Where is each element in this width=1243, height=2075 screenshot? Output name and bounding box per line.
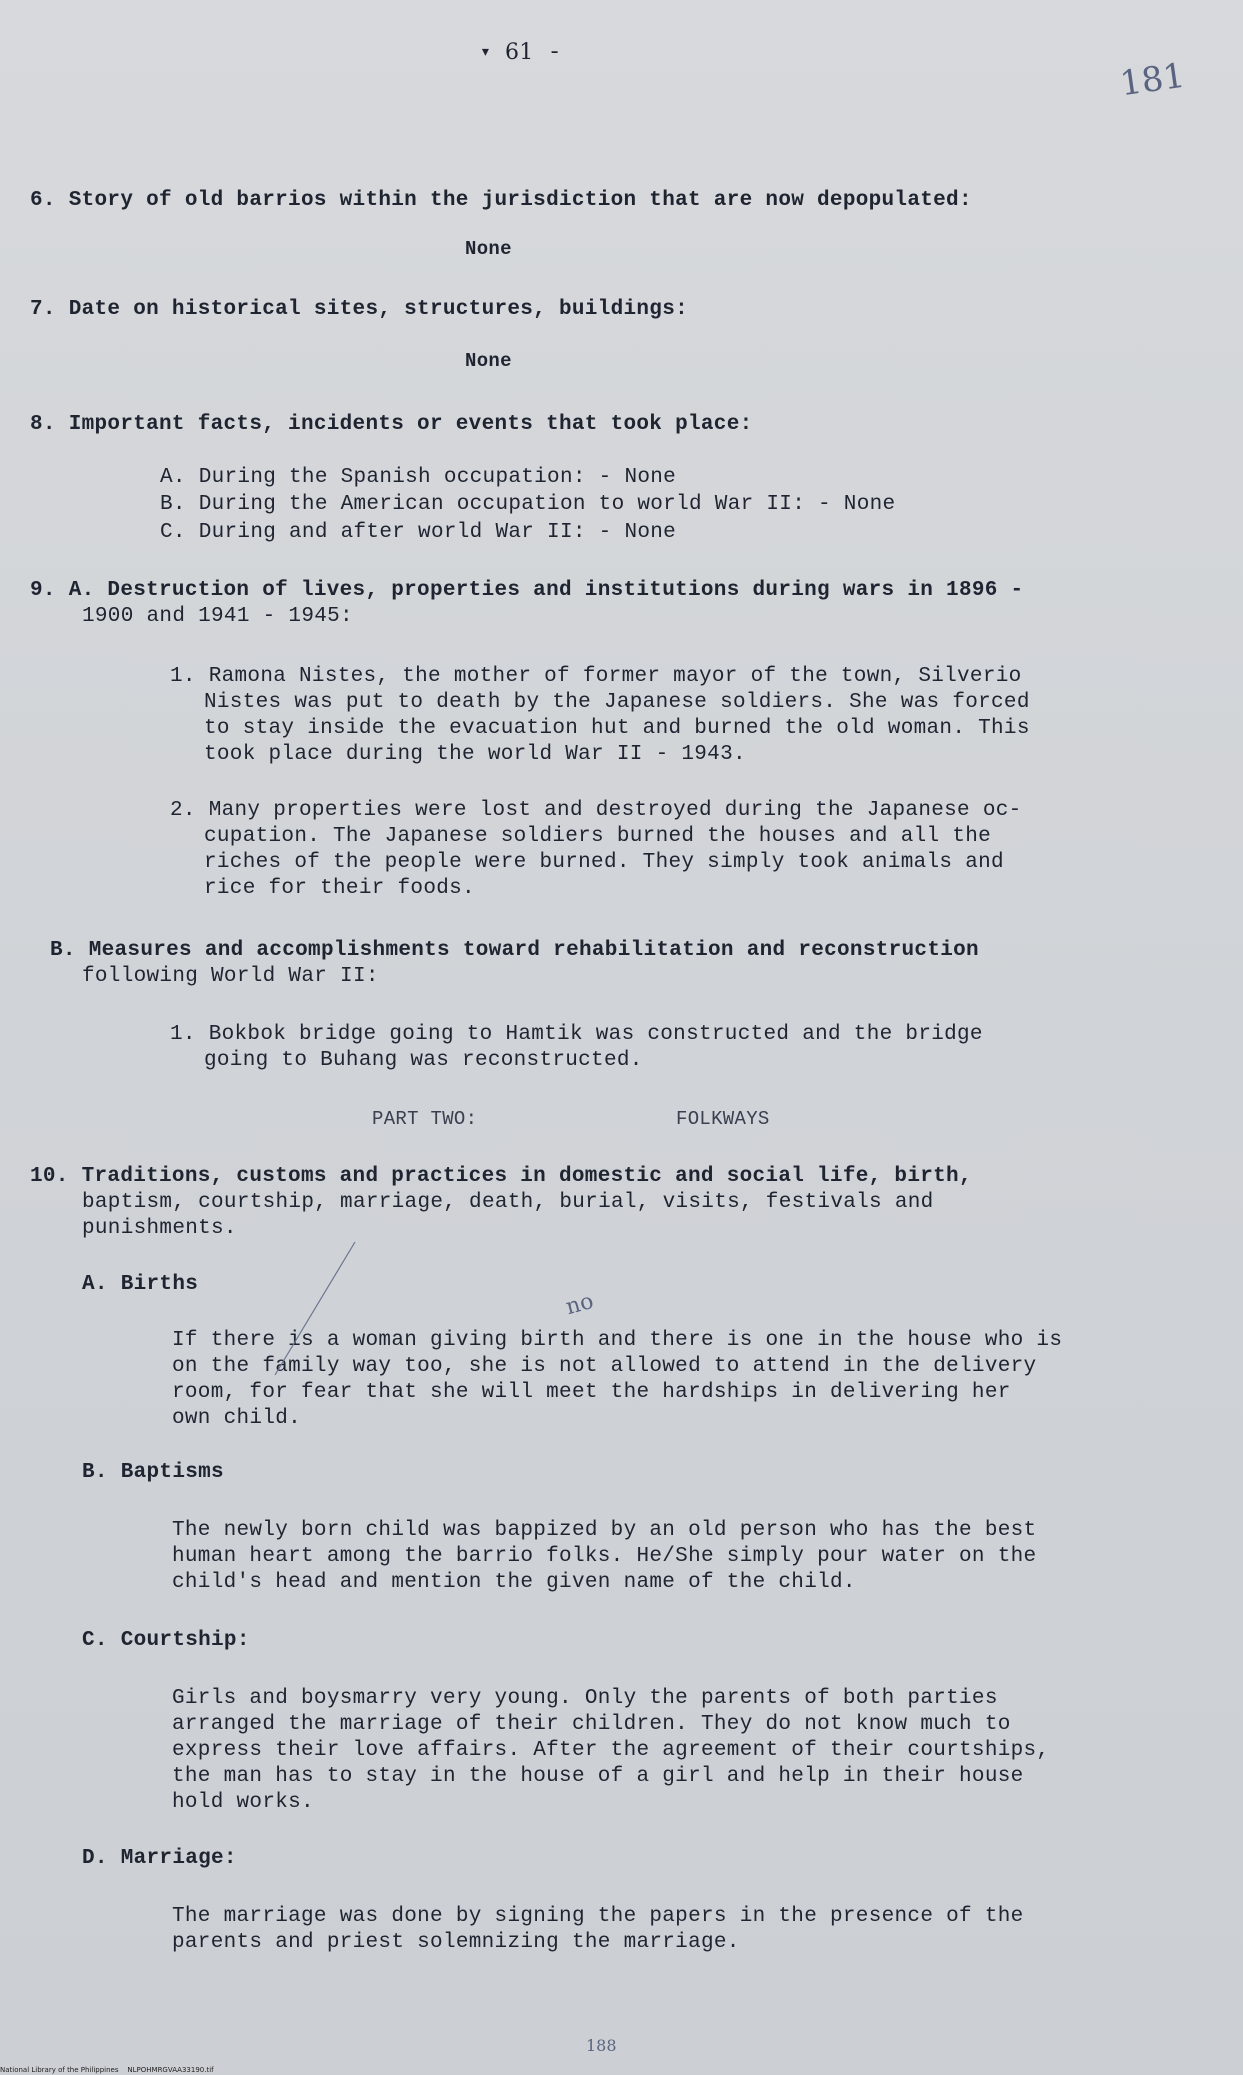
baptisms-line3: child's head and mention the given name of the child. [172, 1571, 856, 1594]
page-number: 61 [505, 40, 534, 65]
section-10-heading-line3: punishments. [82, 1217, 237, 1240]
births-line2: on the family way too, she is not allowed to attend in the delivery [172, 1355, 1037, 1378]
handwritten-mark: no [563, 1288, 597, 1321]
section-10-heading-line2: baptism, courtship, marriage, death, burial, visits, festivals and [82, 1191, 934, 1214]
page-number-suffix: - [548, 40, 562, 65]
marriage-line1: The marriage was done by signing the papers in the presence of the [172, 1905, 1024, 1928]
part-two-label: PART TWO: [372, 1108, 478, 1130]
corner-handwritten-number: 181 [1117, 55, 1188, 105]
section-10-heading-line1: 10. Traditions, customs and practices in domestic and social life, birth, [30, 1165, 972, 1188]
baptisms-line2: human heart among the barrio folks. He/She simply pour water on the [172, 1545, 1037, 1568]
section-9b-item1-line2: going to Buhang was reconstructed. [204, 1049, 643, 1072]
scan-footer: National Library of the Philippines NLPOHMRGVAA33190.tif [0, 2066, 214, 2074]
births-line3: room, for fear that she will meet the hardships in delivering her [172, 1381, 1011, 1404]
section-9a-heading-line1: 9. A. Destruction of lives, properties and institutions during wars in 1896 - [30, 579, 1024, 602]
section-6-heading: 6. Story of old barrios within the jurisdiction that are now depopulated: [30, 189, 972, 212]
courtship-line3: express their love affairs. After the agreement of their courtships, [172, 1739, 1050, 1762]
marriage-title: D. Marriage: [82, 1847, 237, 1870]
baptisms-line1: The newly born child was bappized by an old person who has the best [172, 1519, 1037, 1542]
section-7-heading: 7. Date on historical sites, structures, buildings: [30, 298, 689, 321]
courtship-line4: the man has to stay in the house of a girl and help in their house [172, 1765, 1024, 1788]
marriage-line2: parents and priest solemnizing the marriage. [172, 1931, 740, 1954]
courtship-line1: Girls and boysmarry very young. Only the parents of both parties [172, 1687, 998, 1710]
section-9a-item1-line3: to stay inside the evacuation hut and burned the old woman. This [204, 717, 1030, 740]
section-6-answer: None [465, 238, 512, 260]
section-9a-heading-line2: 1900 and 1941 - 1945: [82, 605, 353, 628]
page-number-prefix: ▾ [480, 43, 492, 63]
section-9a-item1-line1: 1. Ramona Nistes, the mother of former mayor of the town, Silverio [170, 665, 1022, 688]
section-9b-heading-line1: B. Measures and accomplishments toward rehabilitation and reconstruction [50, 939, 979, 962]
section-9a-item2-line2: cupation. The Japanese soldiers burned the houses and all the [204, 825, 992, 848]
folkways-label: FOLKWAYS [676, 1108, 770, 1130]
courtship-line2: arranged the marriage of their children. They do not know much to [172, 1713, 1011, 1736]
births-line4: own child. [172, 1407, 302, 1430]
section-9b-heading-line2: following World War II: [82, 965, 379, 988]
section-9a-item2-line1: 2. Many properties were lost and destroyed during the Japanese oc- [170, 799, 1022, 822]
section-9a-item2-line3: riches of the people were burned. They simply took animals and [204, 851, 1004, 874]
section-8-heading: 8. Important facts, incidents or events that took place: [30, 413, 753, 436]
births-title: A. Births [82, 1273, 199, 1296]
baptisms-title: B. Baptisms [82, 1461, 224, 1484]
section-7-answer: None [465, 350, 512, 372]
bottom-handwritten-number: 188 [586, 2036, 617, 2055]
courtship-title: C. Courtship: [82, 1629, 250, 1652]
pencil-stroke [270, 1240, 360, 1380]
section-9a-item1-line4: took place during the world War II - 1943. [204, 743, 746, 766]
section-8-item-c: C. During and after world War II: - None [160, 521, 677, 544]
births-line1: If there is a woman giving birth and there is one in the house who is [172, 1329, 1063, 1352]
section-9b-item1-line1: 1. Bokbok bridge going to Hamtik was constructed and the bridge [170, 1023, 983, 1046]
section-8-item-b: B. During the American occupation to world War II: - None [160, 493, 896, 516]
section-9a-item2-line4: rice for their foods. [204, 877, 475, 900]
section-9a-item1-line2: Nistes was put to death by the Japanese soldiers. She was forced [204, 691, 1030, 714]
courtship-line5: hold works. [172, 1791, 314, 1814]
section-8-item-a: A. During the Spanish occupation: - None [160, 466, 677, 489]
